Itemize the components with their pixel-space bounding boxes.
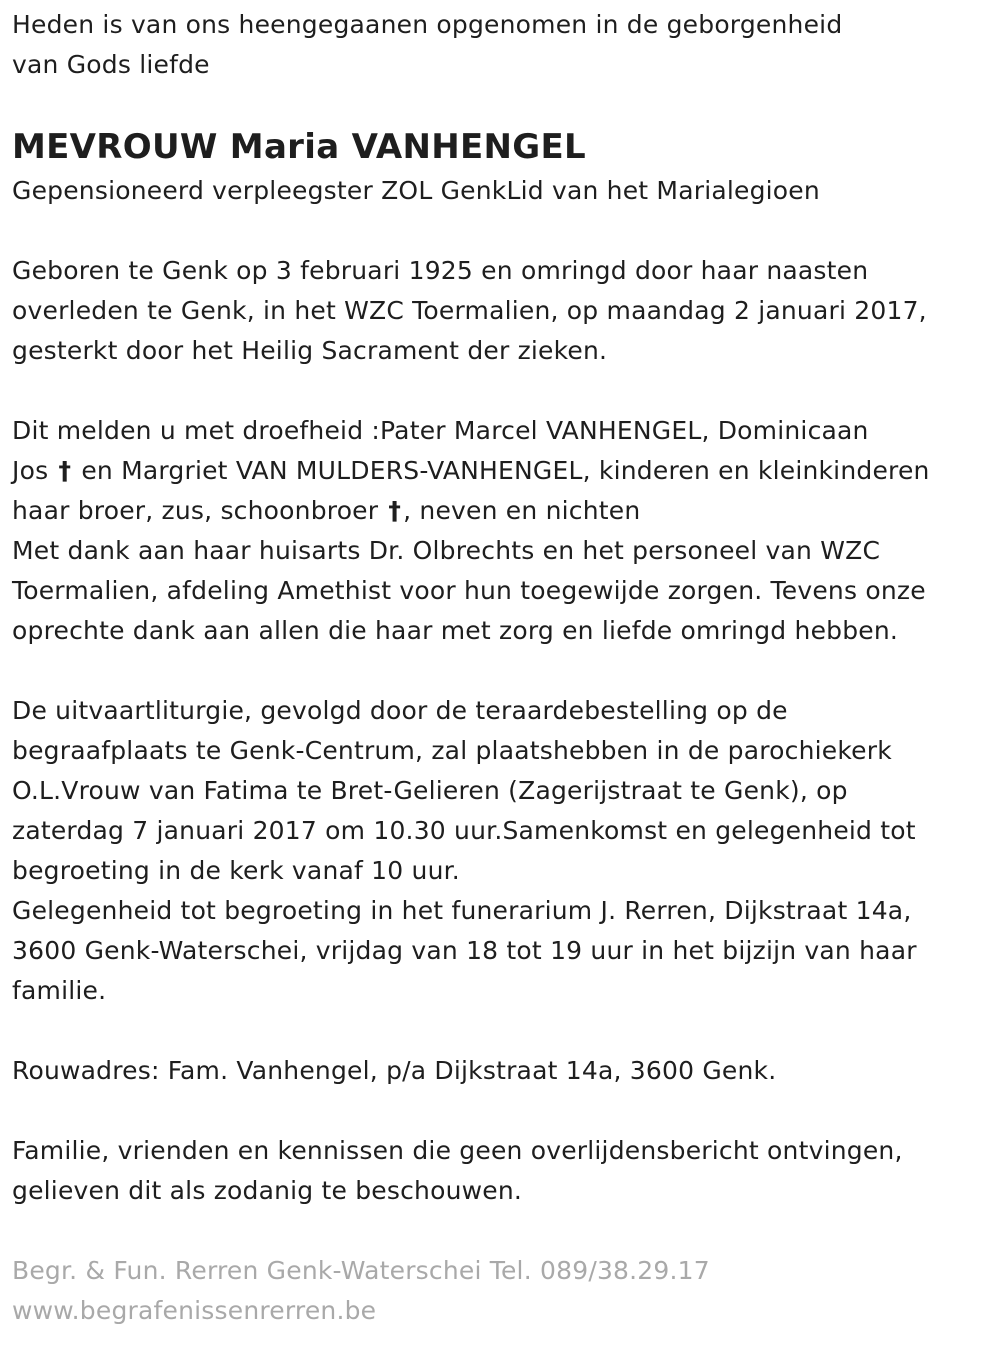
funeral-line: De uitvaartliturgie, gevolgd door de teraardebestelling op de bbox=[12, 696, 788, 725]
thanks-line: Met dank aan haar huisarts Dr. Olbrechts en het personeel van WZC bbox=[12, 536, 881, 565]
funeral-line: O.L.Vrouw van Fatima te Bret-Gelieren (Zagerijstraat te Genk), op bbox=[12, 776, 848, 805]
thanks-line: Toermalien, afdeling Amethist voor hun toegewijde zorgen. Tevens onze bbox=[12, 576, 926, 605]
thanks-line: oprechte dank aan allen die haar met zorg en liefde omringd hebben. bbox=[12, 616, 899, 645]
funeral-line: begroeting in de kerk vanaf 10 uur. bbox=[12, 856, 460, 885]
cross-icon: † bbox=[58, 456, 72, 485]
funeral-home-info: Begr. & Fun. Rerren Genk-Waterschei Tel. 089/38.29.17 bbox=[12, 1256, 710, 1285]
family-relatives: haar broer, zus, schoonbroer bbox=[12, 496, 379, 525]
spacer bbox=[12, 1091, 992, 1131]
intro-line: Heden is van ons heengegaanen opgenomen in de geborgenheid bbox=[12, 10, 843, 39]
spacer bbox=[12, 1211, 992, 1251]
funeral-line: zaterdag 7 januari 2017 om 10.30 uur.Samenkomst en gelegenheid tot bbox=[12, 816, 916, 845]
funeral-line: familie. bbox=[12, 976, 107, 1005]
spacer bbox=[12, 1011, 992, 1051]
birth-line: overleden te Genk, in het WZC Toermalien, op maandag 2 januari 2017, bbox=[12, 296, 927, 325]
birth-line: gesterkt door het Heilig Sacrament der zieken. bbox=[12, 336, 608, 365]
birth-line: Geboren te Genk op 3 februari 1925 en omringd door haar naasten bbox=[12, 256, 869, 285]
notice-line: gelieven dit als zodanig te beschouwen. bbox=[12, 1176, 523, 1205]
spacer bbox=[12, 85, 992, 125]
spacer bbox=[12, 211, 992, 251]
funeral-line: 3600 Genk-Waterschei, vrijdag van 18 tot 19 uur in het bijzijn van haar bbox=[12, 936, 917, 965]
family-relatives-rest: , neven en nichten bbox=[403, 496, 641, 525]
family-line bbox=[12, 491, 992, 531]
funeral-line: begraafplaats te Genk-Centrum, zal plaatshebben in de parochiekerk bbox=[12, 736, 892, 765]
spacer bbox=[12, 651, 992, 691]
family-name-jos: Jos bbox=[12, 456, 49, 485]
intro-line: van Gods liefde bbox=[12, 50, 210, 79]
obituary-notice bbox=[12, 5, 992, 1331]
funeral-home-website[interactable]: www.begrafenissenrerren.be bbox=[12, 1296, 377, 1325]
deceased-subtitle: Gepensioneerd verpleegster ZOL GenkLid van het Marialegioen bbox=[12, 176, 820, 205]
deceased-name: MEVROUW Maria VANHENGEL bbox=[12, 127, 586, 167]
spacer bbox=[12, 371, 992, 411]
family-name-rest: en Margriet VAN MULDERS-VANHENGEL, kinderen en kleinkinderen bbox=[81, 456, 930, 485]
family-line bbox=[12, 451, 992, 491]
cross-icon: † bbox=[388, 496, 402, 525]
funeral-line: Gelegenheid tot begroeting in het funerarium J. Rerren, Dijkstraat 14a, bbox=[12, 896, 912, 925]
mourning-address: Rouwadres: Fam. Vanhengel, p/a Dijkstraat 14a, 3600 Genk. bbox=[12, 1056, 777, 1085]
family-line: Dit melden u met droefheid :Pater Marcel VANHENGEL, Dominicaan bbox=[12, 416, 869, 445]
notice-line: Familie, vrienden en kennissen die geen overlijdensbericht ontvingen, bbox=[12, 1136, 903, 1165]
